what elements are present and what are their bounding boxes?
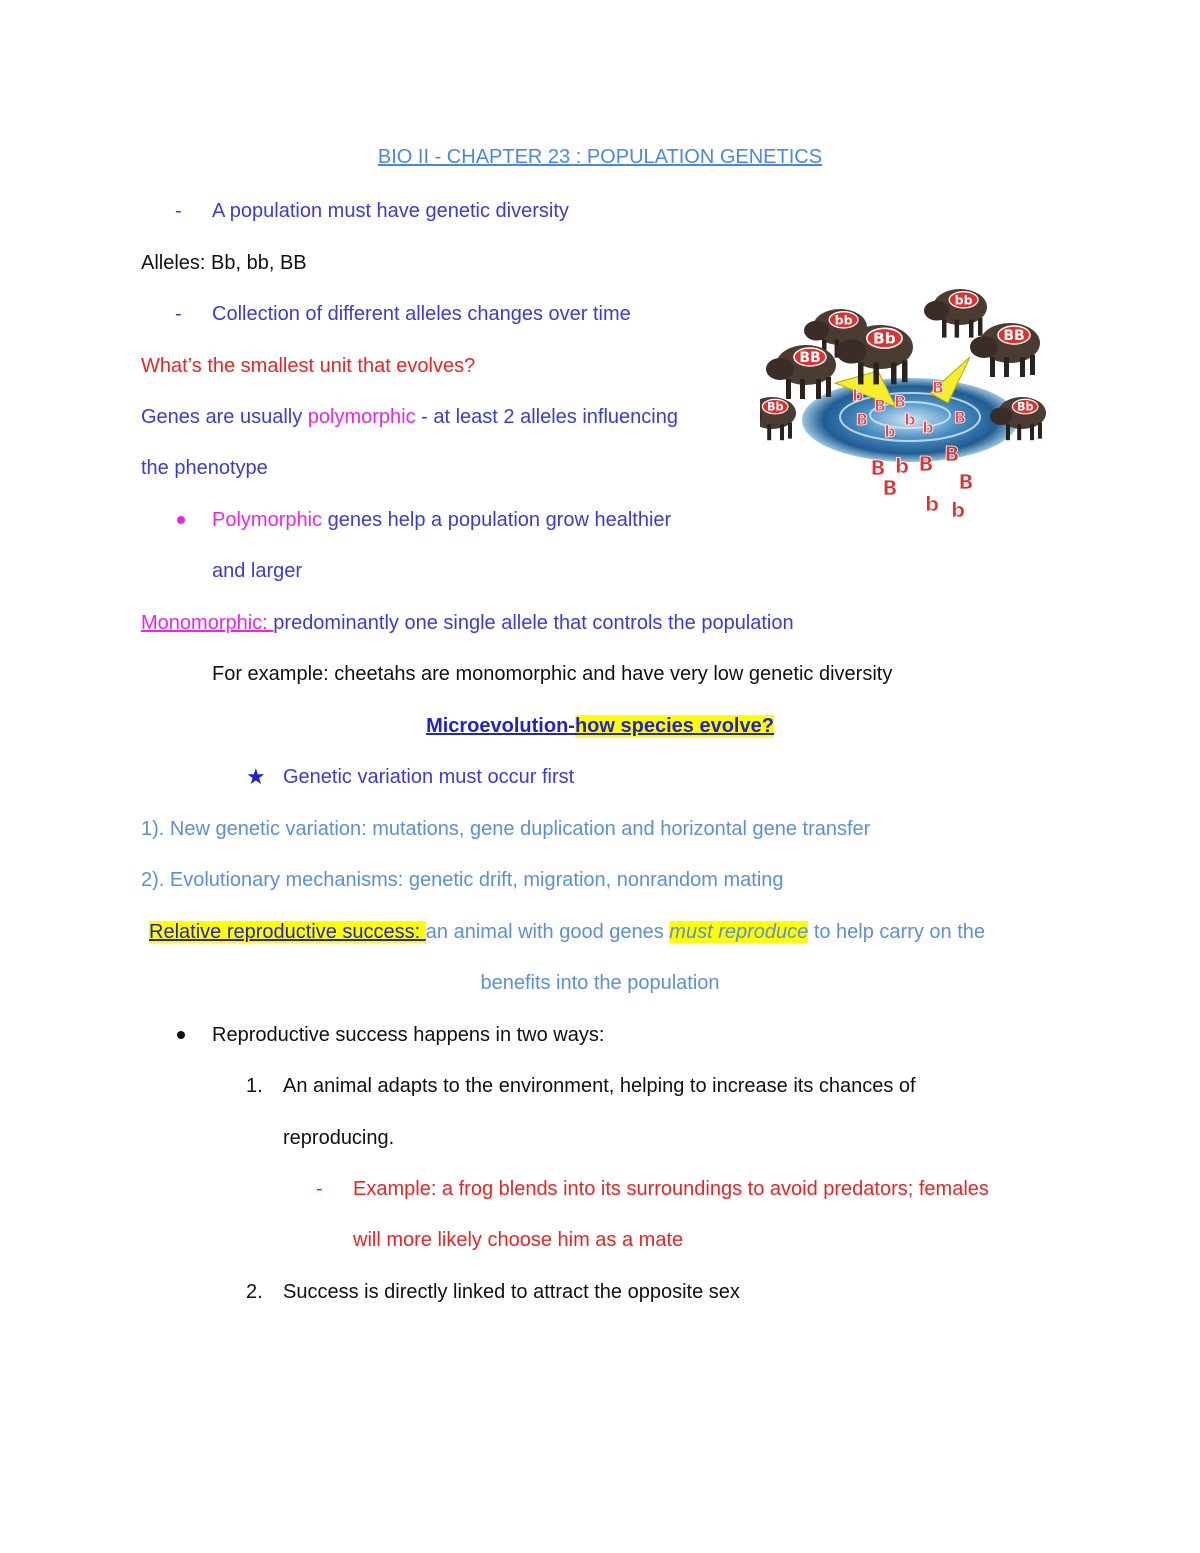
falling-letter: B [958,470,974,494]
boar-label: Bb [873,329,896,348]
falling-letter: B [882,476,898,500]
dash-marker: - [175,200,182,222]
boar-label: bb [954,292,973,308]
bullet-dot [177,516,185,524]
microevolution-question: how species evolve? [574,715,774,737]
monomorphic-line [141,611,794,635]
falling-letter: B [870,456,886,480]
star-bullet: Genetic variation must occur first [283,766,575,788]
genes-polymorphic-line-2: the phenotype [141,457,268,479]
reproductive-success-bullet: Reproductive success happens in two ways: [212,1024,605,1046]
alleles-line: Alleles: Bb, bb, BB [141,252,307,274]
genes-polymorphic-line [141,405,678,429]
pond-letter: b [852,386,864,405]
frog-example-cont: will more likely choose him as a mate [353,1229,684,1251]
rrs-text-cont: to help carry on the [808,921,986,943]
item-new-variation: 1). New genetic variation: mutations, gene duplication and horizontal gene transfer [141,818,871,840]
way-1: An animal adapts to the environment, helping to increase its chances of [283,1075,916,1097]
way-2: Success is directly linked to attract the opposite sex [283,1281,740,1303]
polymorphic-rest: genes help a population grow healthier [322,509,672,531]
boar-label: bb [834,312,853,328]
pond-letter: b [904,410,916,429]
item-evolutionary-mechanisms: 2). Evolutionary mechanisms: genetic drift, migration, nonrandom mating [141,869,784,891]
pond-letter: b [884,422,896,441]
monomorphic-term: Monomorphic: [141,612,274,634]
question-line: What’s the smallest unit that evolves? [141,355,476,377]
must-reproduce: must reproduce [669,921,809,943]
way-1-cont: reproducing. [283,1127,395,1149]
microevolution-heading [0,714,1200,738]
pond-letter: B [893,392,907,411]
cheetah-example: For example: cheetahs are monomorphic and have very low genetic diversity [212,663,893,685]
rrs-term: Relative reproductive success: [149,921,426,943]
star-icon: ★ [246,764,266,789]
rrs-text: an animal with good genes [425,921,670,943]
dash-marker: - [316,1178,323,1200]
boar-label: Bb [766,400,784,414]
boar [924,289,987,338]
microevolution-term: Microevolution- [426,715,575,737]
boar-label: Bb [1016,400,1034,414]
rrs-line-2: benefits into the population [480,972,720,994]
boar [760,397,796,440]
pond-letter: B [931,378,945,397]
number-marker: 1. [246,1075,263,1097]
polymorphic-word: Polymorphic [212,509,323,531]
page-title [0,145,1200,169]
number-marker: 2. [246,1281,263,1303]
boar-label: BB [799,350,821,366]
falling-letter: b [950,498,966,522]
rrs-line [149,920,985,944]
falling-letter: b [924,492,940,516]
falling-letter: b [894,454,910,478]
genes-text: Genes are usually [141,406,308,428]
monomorphic-definition: predominantly one single allele that controls the population [273,612,794,634]
bullet-alleles-change: Collection of different alleles changes over time [212,303,631,325]
genes-text-cont: - at least 2 alleles influencing [415,406,678,428]
polymorphic-bullet-2: and larger [212,560,303,582]
polymorphic-bullet [212,508,671,532]
bullet-dot [177,1031,185,1039]
frog-example: Example: a frog blends into its surroundings to avoid predators; females [353,1178,989,1200]
pond-letter: B [953,408,967,427]
pond-letter: B [855,410,869,429]
polymorphic-term: polymorphic [307,406,416,428]
dash-marker: - [175,303,182,325]
boar [766,345,836,399]
bullet-genetic-diversity: A population must have genetic diversity [212,200,569,222]
falling-letter: B [918,452,934,476]
boar-label: BB [1003,328,1025,344]
population-illustration [760,285,1060,545]
title-text: BIO II - CHAPTER 23 : POPULATION GENETICS [377,146,823,168]
pond-letter: b [922,418,934,437]
falling-letter: B [944,442,960,466]
pond-letter: B [873,396,887,415]
